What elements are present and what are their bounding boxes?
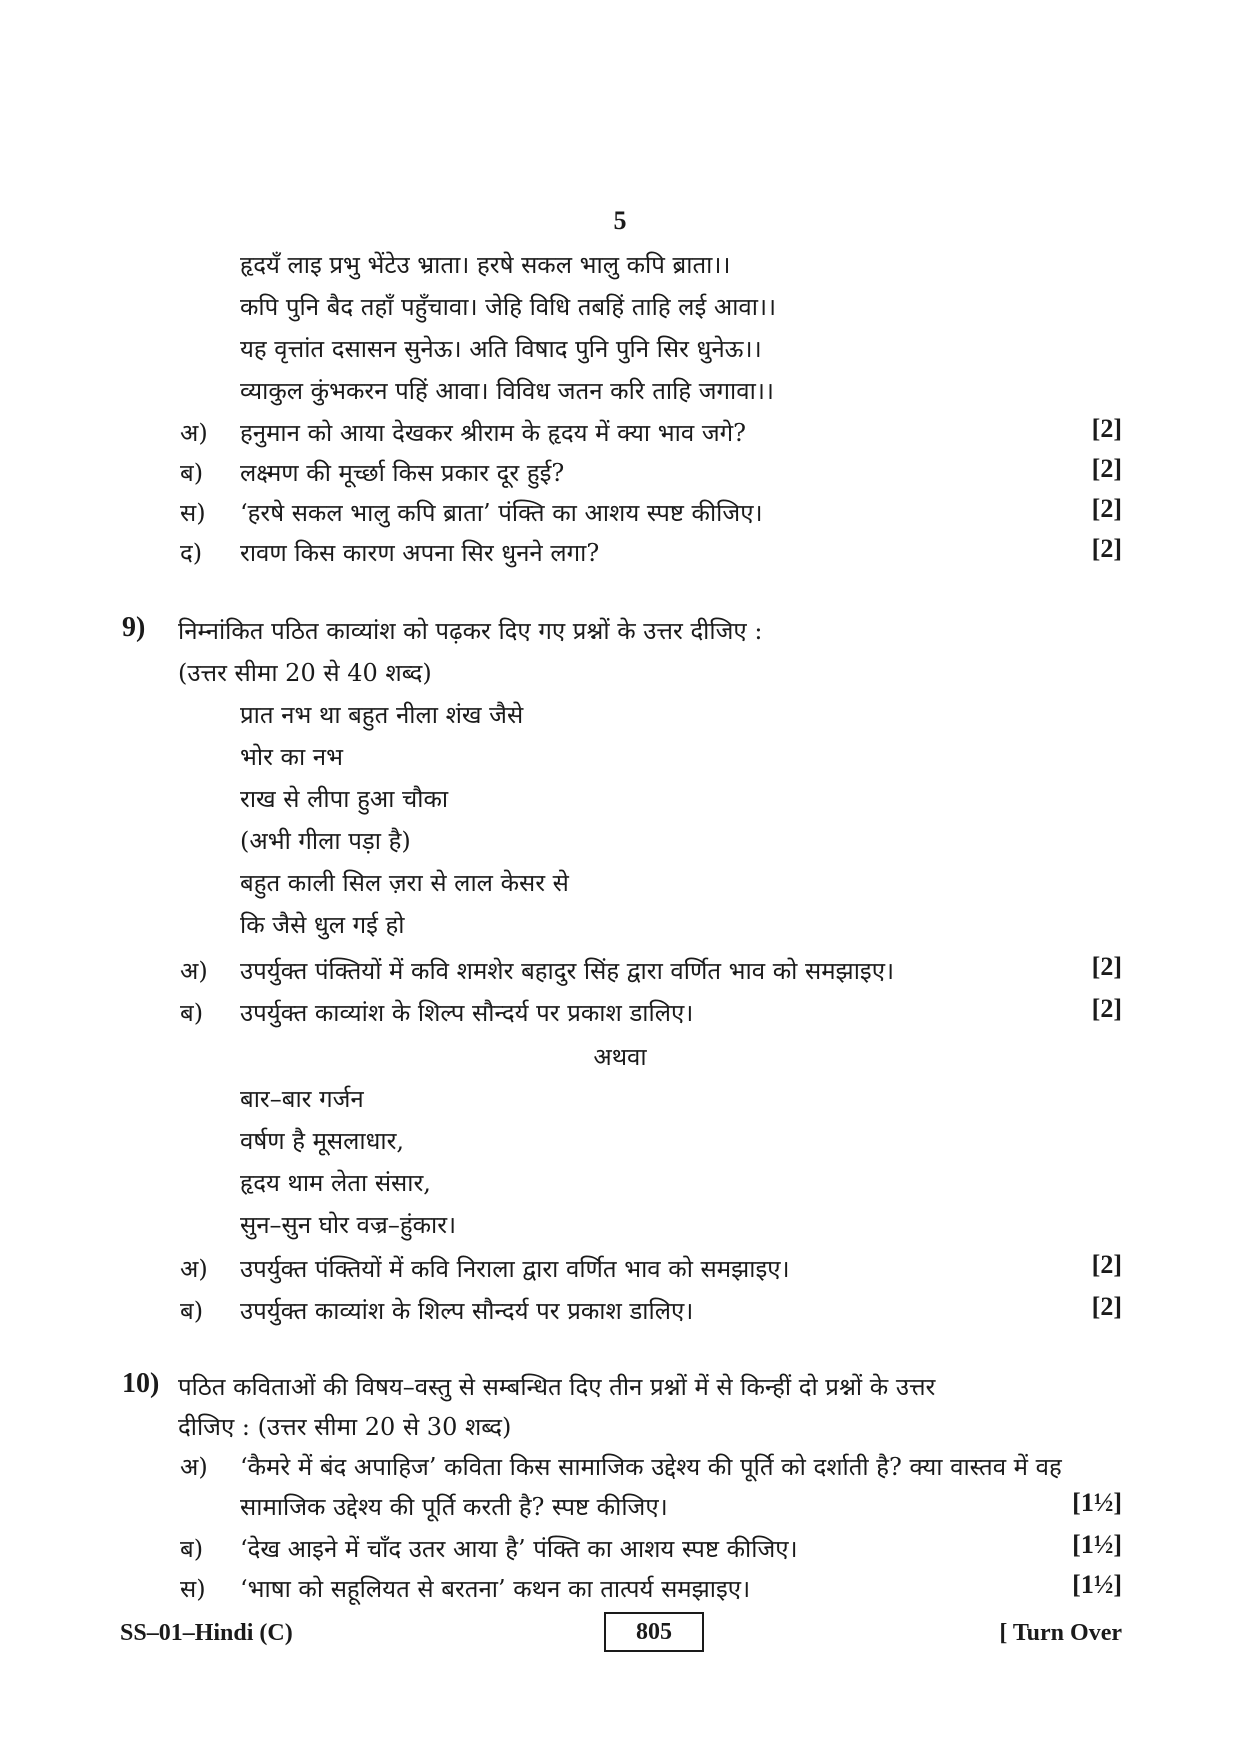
verse-line: सुन–सुन घोर वज्र–हुंकार। xyxy=(240,1211,457,1239)
verse-line: भोर का नभ xyxy=(240,743,344,771)
question-text: ‘हरषे सकल भालु कपि ब्राता’ पंक्ति का आशय स्पष्ट कीजिए। xyxy=(240,499,763,527)
question-text: रावण किस कारण अपना सिर धुनने लगा? xyxy=(240,539,600,567)
marks: [1½] xyxy=(1072,1530,1122,1559)
question-label: ब) xyxy=(180,999,204,1027)
verse-line: यह वृत्तांत दसासन सुनेऊ। अति विषाद पुनि पुनि सिर धुनेऊ।। xyxy=(240,335,762,363)
question-text: हनुमान को आया देखकर श्रीराम के हृदय में क्या भाव जगे? xyxy=(240,419,747,447)
question-heading-cont: दीजिए : (उत्तर सीमा 20 से 30 शब्द) xyxy=(178,1413,512,1441)
question-text-cont: सामाजिक उद्देश्य की पूर्ति करती है? स्पष्ट कीजिए। xyxy=(240,1493,668,1521)
question-label: ब) xyxy=(180,1535,204,1563)
or-divider: अथवा xyxy=(593,1043,647,1071)
question-label: स) xyxy=(180,499,206,527)
marks: [2] xyxy=(1091,994,1122,1023)
verse-line: हृदय थाम लेता संसार, xyxy=(240,1169,431,1197)
question-heading: निम्नांकित पठित काव्यांश को पढ़कर दिए गए प्रश्नों के उत्तर दीजिए : xyxy=(178,617,763,645)
verse-line: प्रात नभ था बहुत नीला शंख जैसे xyxy=(240,701,524,729)
marks: [2] xyxy=(1091,414,1122,443)
verse-line: कि जैसे धुल गई हो xyxy=(240,911,405,939)
question-text: उपर्युक्त काव्यांश के शिल्प सौन्दर्य पर प्रकाश डालिए। xyxy=(240,999,694,1027)
marks: [2] xyxy=(1091,454,1122,483)
question-number: 10) xyxy=(122,1368,160,1399)
question-text: उपर्युक्त पंक्तियों में कवि शमशेर बहादुर सिंह द्वारा वर्णित भाव को समझाइए। xyxy=(240,957,895,985)
question-text: ‘भाषा को सहूलियत से बरतना’ कथन का तात्पर्य समझाइए। xyxy=(240,1575,751,1603)
question-label: अ) xyxy=(180,1453,208,1481)
question-label: ब) xyxy=(180,1297,204,1325)
marks: [1½] xyxy=(1072,1488,1122,1517)
question-text: लक्ष्मण की मूर्च्छा किस प्रकार दूर हुई? xyxy=(240,459,565,487)
verse-line: वर्षण है मूसलाधार, xyxy=(240,1127,405,1155)
verse-line: (अभी गीला पड़ा है) xyxy=(240,827,411,855)
question-text: उपर्युक्त पंक्तियों में कवि निराला द्वारा वर्णित भाव को समझाइए। xyxy=(240,1255,790,1283)
marks: [2] xyxy=(1091,1250,1122,1279)
question-label: अ) xyxy=(180,419,208,447)
verse-line: राख से लीपा हुआ चौका xyxy=(240,785,449,813)
question-label: स) xyxy=(180,1575,206,1603)
question-heading: पठित कविताओं की विषय–वस्तु से सम्बन्धित दिए तीन प्रश्नों में से किन्हीं दो प्रश्नों के उत्तर xyxy=(178,1373,936,1401)
turn-over: [ Turn Over xyxy=(999,1620,1122,1646)
verse-line: कपि पुनि बैद तहाँ पहुँचावा। जेहि विधि तबहिं ताहि लई आवा।। xyxy=(240,293,777,321)
verse-line: व्याकुल कुंभकरन पहिं आवा। विविध जतन करि ताहि जगावा।। xyxy=(240,377,775,405)
word-limit: (उत्तर सीमा 20 से 40 शब्द) xyxy=(178,659,432,687)
page-number: 5 xyxy=(613,206,627,235)
question-label: द) xyxy=(180,539,203,567)
question-label: ब) xyxy=(180,459,204,487)
question-number: 9) xyxy=(122,612,146,643)
question-label: अ) xyxy=(180,1255,208,1283)
question-text: ‘देख आइने में चाँद उतर आया है’ पंक्ति का आशय स्पष्ट कीजिए। xyxy=(240,1535,798,1563)
verse-line: बार–बार गर्जन xyxy=(240,1085,364,1113)
marks: [2] xyxy=(1091,534,1122,563)
marks: [2] xyxy=(1091,1292,1122,1321)
marks: [2] xyxy=(1091,952,1122,981)
verse-line: हृदयँ लाइ प्रभु भेंटेउ भ्राता। हरषे सकल भालु कपि ब्राता।। xyxy=(240,251,731,279)
question-text: ‘कैमरे में बंद अपाहिज’ कविता किस सामाजिक उद्देश्य की पूर्ति को दर्शाती है? क्या वास्तव में वह xyxy=(240,1453,1062,1481)
question-label: अ) xyxy=(180,957,208,985)
question-text: उपर्युक्त काव्यांश के शिल्प सौन्दर्य पर प्रकाश डालिए। xyxy=(240,1297,694,1325)
verse-line: बहुत काली सिल ज़रा से लाल केसर से xyxy=(240,869,569,897)
paper-code: SS–01–Hindi (C) xyxy=(120,1620,293,1646)
marks: [2] xyxy=(1091,494,1122,523)
page-code-box: 805 xyxy=(604,1612,704,1652)
marks: [1½] xyxy=(1072,1570,1122,1599)
